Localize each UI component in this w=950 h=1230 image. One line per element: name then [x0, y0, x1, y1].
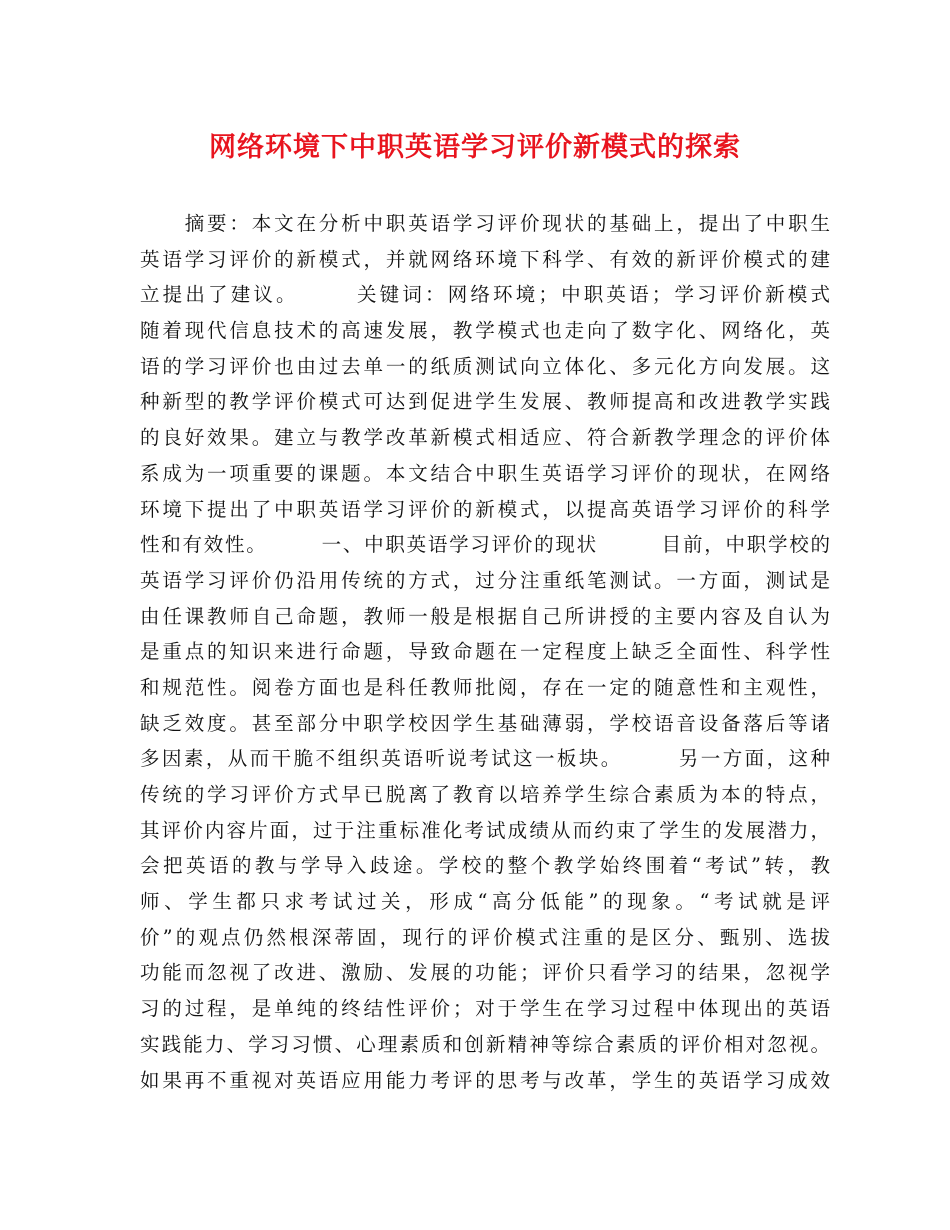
body-line: 传统的学习评价方式早已脱离了教育以培养学生综合素质为本的特点， [140, 783, 830, 806]
body-line: 实践能力、学习习惯、心理素质和创新精神等综合素质的评价相对忽视。 [140, 1032, 830, 1056]
body-line: 习的过程，是单纯的终结性评价；对于学生在学习过程中体现出的英语 [140, 997, 830, 1021]
body-line: 性和有效性。 一、中职英语学习评价的现状 目前，中职学校的 [140, 533, 830, 557]
document-title: 网络环境下中职英语学习评价新模式的探索 [209, 132, 741, 163]
body-line: 随着现代信息技术的高速发展，教学模式也走向了数字化、网络化，英 [140, 319, 830, 343]
body-line: 会把英语的教与学导入歧途。学校的整个教学始终围着“考试”转，教 [140, 854, 830, 878]
body-line: 价”的观点仍然根深蒂固，现行的评价模式注重的是区分、甄别、选拔 [140, 925, 830, 949]
body-line: 语的学习评价也由过去单一的纸质测试向立体化、多元化方向发展。这 [140, 354, 830, 378]
document-body [140, 206, 830, 1098]
body-line: 缺乏效度。甚至部分中职学校因学生基础薄弱，学校语音设备落后等诸 [140, 711, 830, 735]
body-line: 立提出了建议。 关键词：网络环境；中职英语；学习评价新模式 [140, 283, 830, 307]
body-line: 功能而忽视了改进、激励、发展的功能；评价只看学习的结果，忽视学 [140, 961, 830, 985]
body-line: 英语学习评价仍沿用传统的方式，过分注重纸笔测试。一方面，测试是 [140, 568, 830, 592]
body-line: 是重点的知识来进行命题，导致命题在一定程度上缺乏全面性、科学性 [140, 640, 830, 664]
body-line: 摘要：本文在分析中职英语学习评价现状的基础上，提出了中职生 [140, 212, 830, 235]
body-line: 如果再不重视对英语应用能力考评的思考与改革，学生的英语学习成效 [140, 1068, 830, 1092]
body-line: 种新型的教学评价模式可达到促进学生发展、教师提高和改进教学实践 [140, 390, 830, 414]
body-line: 的良好效果。建立与教学改革新模式相适应、符合新教学理念的评价体 [140, 426, 830, 450]
body-line: 系成为一项重要的课题。本文结合中职生英语学习评价的现状，在网络 [140, 461, 830, 485]
body-line: 师、学生都只求考试过关，形成“高分低能”的现象。“考试就是评 [140, 890, 830, 914]
body-line: 和规范性。阅卷方面也是科任教师批阅，存在一定的随意性和主观性， [140, 675, 830, 699]
body-line: 英语学习评价的新模式，并就网络环境下科学、有效的新评价模式的建 [140, 247, 830, 271]
body-line: 由任课教师自己命题，教师一般是根据自己所讲授的主要内容及自认为 [140, 604, 830, 628]
body-line: 环境下提出了中职英语学习评价的新模式，以提高英语学习评价的科学 [140, 497, 830, 521]
body-line: 多因素，从而干脆不组织英语听说考试这一板块。 另一方面，这种 [140, 747, 830, 771]
body-line: 其评价内容片面，过于注重标准化考试成绩从而约束了学生的发展潜力， [140, 818, 830, 842]
